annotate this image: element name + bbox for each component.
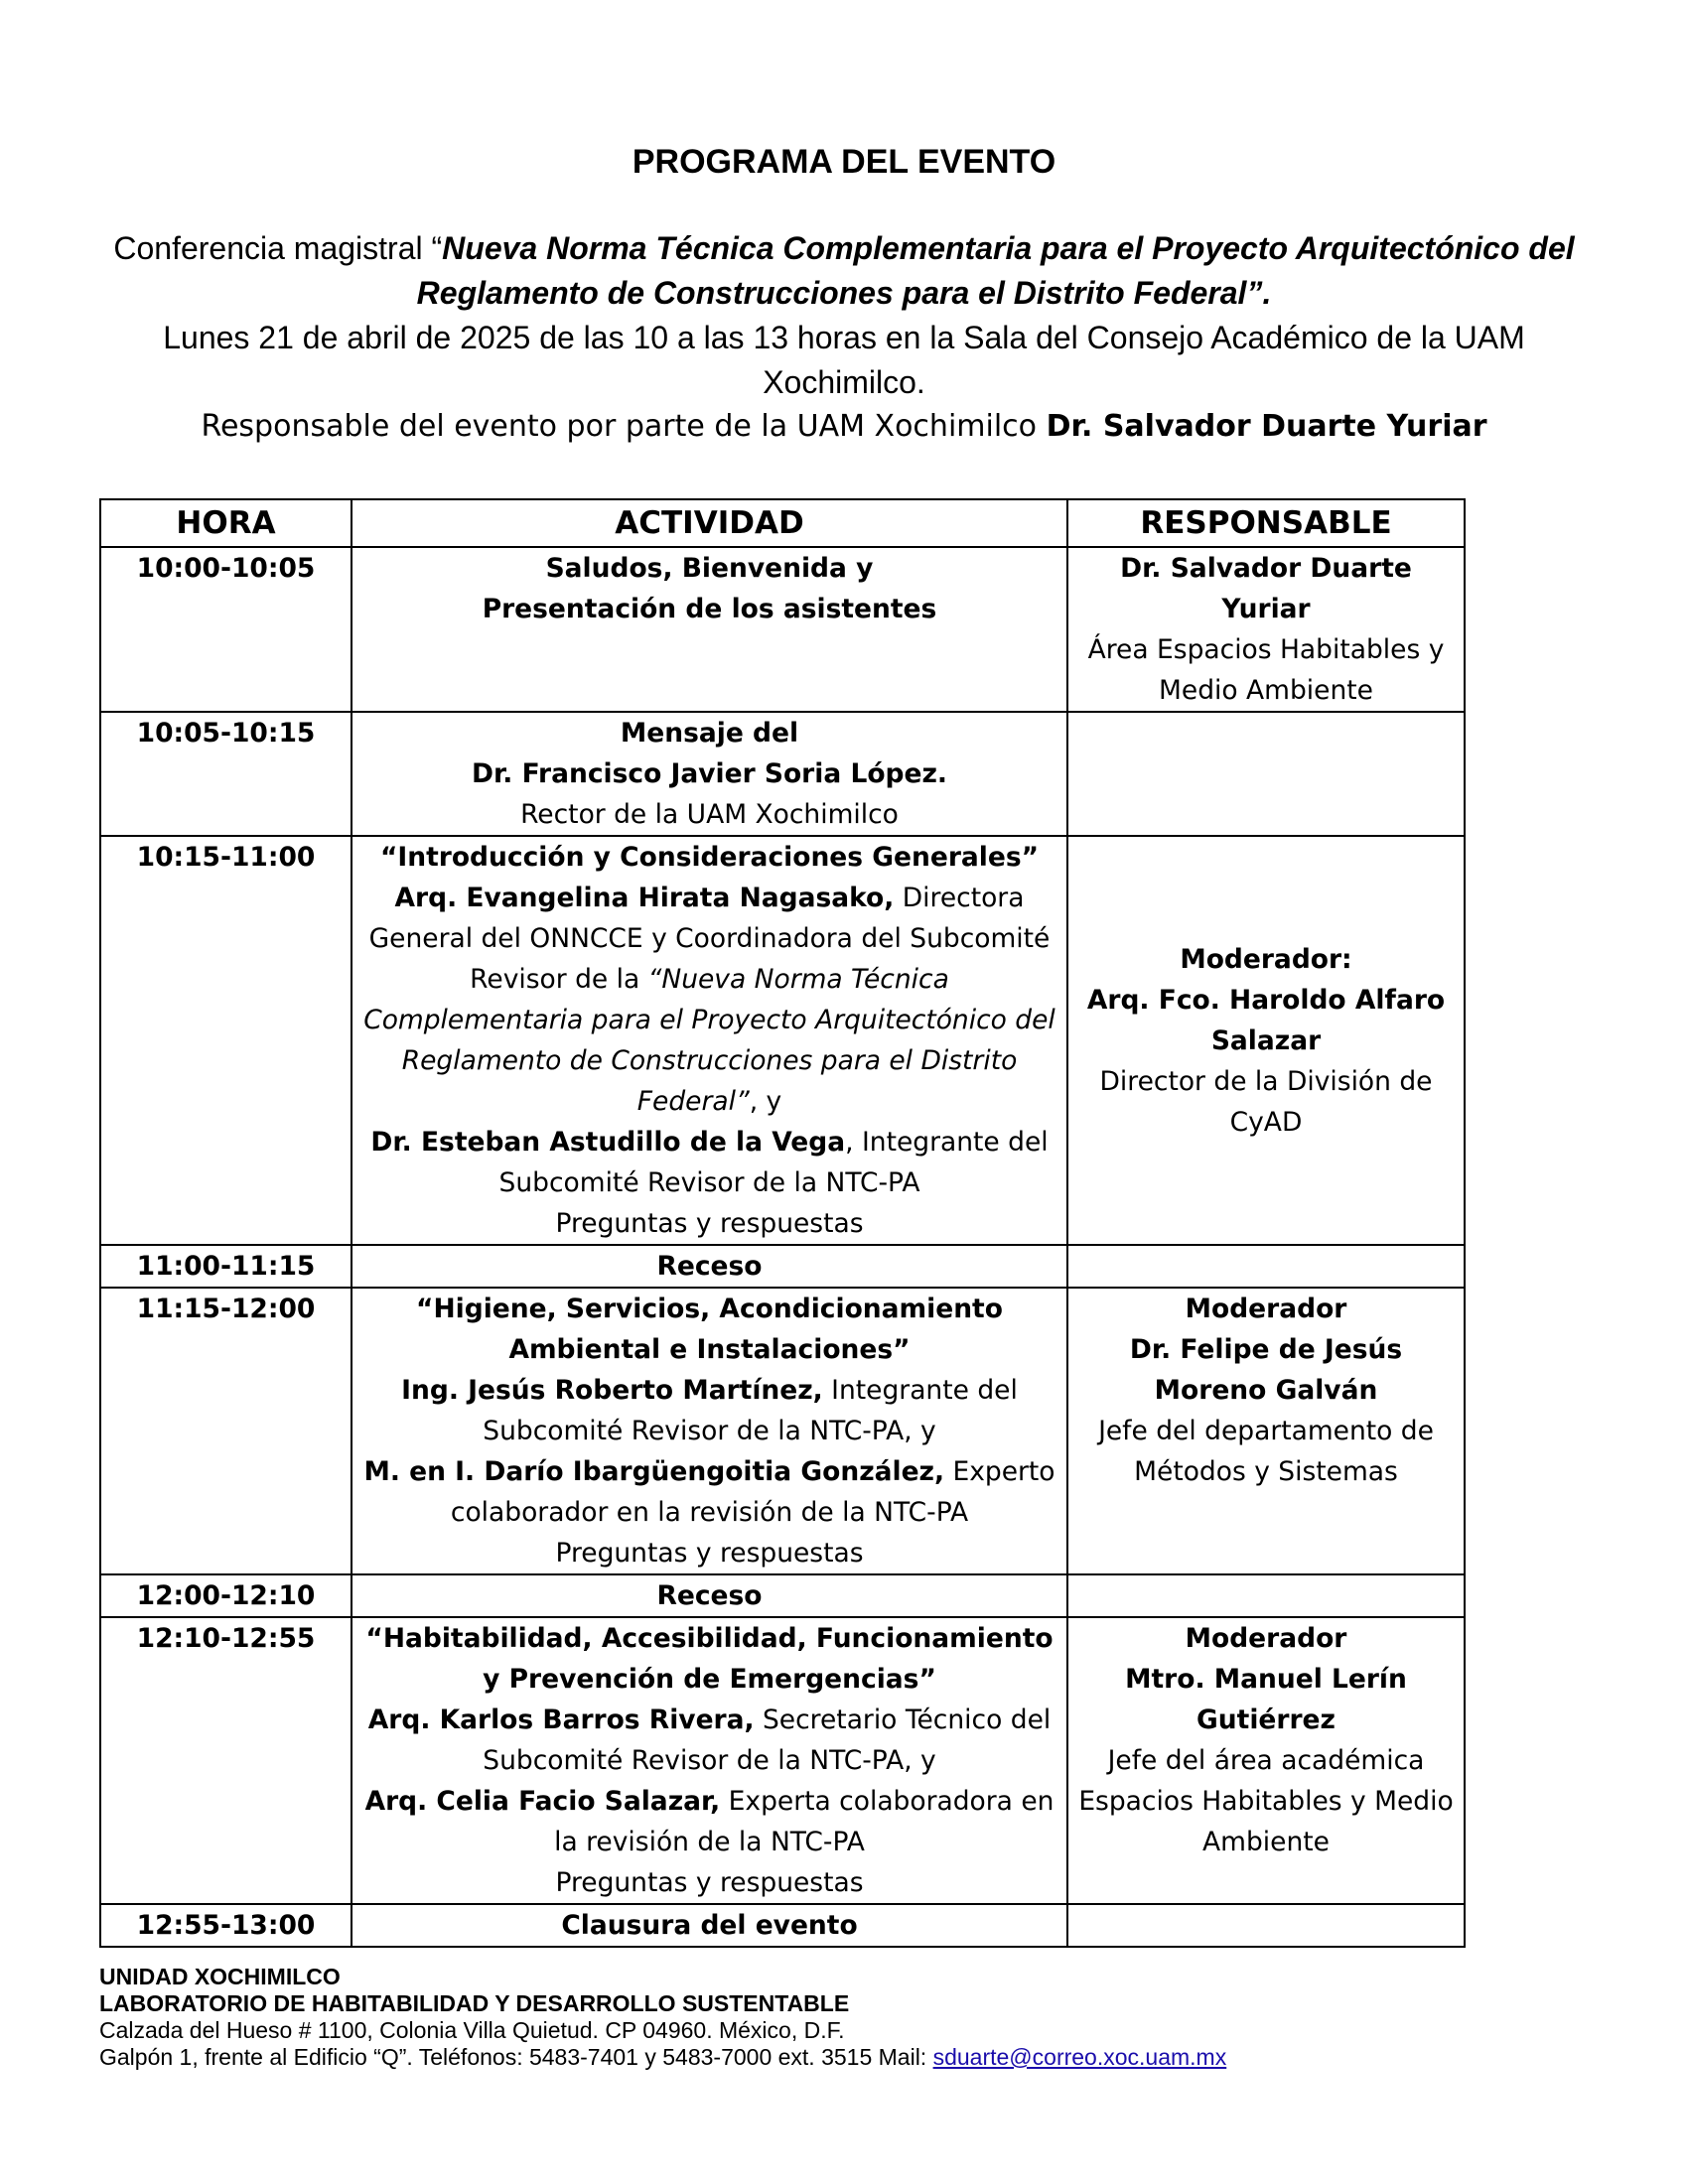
activity-text: [360, 1370, 1058, 1451]
responsible-text: Mtro. Manuel Lerín Gutiérrez: [1125, 1664, 1407, 1735]
activity-text: “Higiene, Servicios, Acondicionamiento Ambiental e Instalaciones”: [416, 1294, 1003, 1365]
footer-lab: LABORATORIO DE HABITABILIDAD Y DESARROLLO SUSTENTABLE: [99, 1990, 850, 2016]
row-responsible: [1067, 1904, 1465, 1947]
row-time: 11:15-12:00: [100, 1288, 352, 1574]
activity-text: [360, 878, 1058, 1122]
table-row: [100, 1245, 1465, 1288]
table-row: [100, 1904, 1465, 1947]
activity-text: [360, 1700, 1058, 1781]
activity-text: Clausura del evento: [561, 1910, 858, 1941]
table-row: [100, 547, 1465, 712]
header-actividad: ACTIVIDAD: [352, 499, 1067, 547]
activity-text: [360, 1781, 1058, 1862]
speaker-role: Directora General del ONNCCE y Coordinadora del Subcomité Revisor de la: [368, 883, 1051, 995]
table-header-row: [100, 499, 1465, 547]
activity-text: Preguntas y respuestas: [555, 1208, 864, 1239]
activity-text: Preguntas y respuestas: [555, 1867, 864, 1898]
table-row: [100, 1617, 1465, 1904]
row-time: 12:10-12:55: [100, 1617, 352, 1904]
responsible-text: Director de la División de CyAD: [1099, 1065, 1433, 1138]
activity-text: Dr. Francisco Javier Soria López.: [472, 758, 947, 789]
row-responsible: [1067, 1617, 1465, 1904]
row-time: 10:15-11:00: [100, 836, 352, 1245]
responsible-text: Moderador:: [1180, 943, 1352, 975]
conference-line: [99, 226, 1589, 316]
responsible-text: Dr. Salvador Duarte Yuriar: [1120, 553, 1412, 624]
speaker-name: Arq. Celia Facio Salazar,: [364, 1786, 721, 1817]
responsible-text: Jefe del área académica Espacios Habitables y Medio Ambiente: [1078, 1745, 1454, 1857]
activity-text: Receso: [656, 1251, 763, 1282]
row-time: 10:05-10:15: [100, 712, 352, 836]
row-activity: [352, 1288, 1067, 1574]
event-date-line: Lunes 21 de abril de 2025 de las 10 a las 13 horas en la Sala del Consejo Académico de la UAM Xochimilco.: [163, 320, 1525, 400]
table-row: [100, 712, 1465, 836]
row-responsible: [1067, 836, 1465, 1245]
speaker-role: , Integrante del Subcomité Revisor de la NTC-PA: [498, 1127, 1049, 1198]
row-activity: [352, 712, 1067, 836]
row-time: 12:55-13:00: [100, 1904, 352, 1947]
responsible-text: Área Espacios Habitables y Medio Ambiente: [1087, 634, 1445, 706]
responsible-text: Dr. Felipe de Jesús Moreno Galván: [1129, 1334, 1403, 1406]
row-responsible: [1067, 1245, 1465, 1288]
activity-text: Preguntas y respuestas: [555, 1538, 864, 1569]
speaker-role: Experta colaboradora en la revisión de la NTC-PA: [554, 1786, 1055, 1857]
responsible-text: Jefe del departamento de Métodos y Sistemas: [1098, 1416, 1434, 1487]
norm-title: “Nueva Norma Técnica Complementaria para el Proyecto Arquitectónico del Reglamento de Construcciones para el Distrito Federal”: [363, 964, 1055, 1117]
speaker-name: Arq. Karlos Barros Rivera,: [367, 1705, 755, 1735]
responsible-text: Moderador: [1185, 1294, 1347, 1324]
footer-contact-text: Galpón 1, frente al Edificio “Q”. Teléfonos: 5483-7401 y 5483-7000 ext. 3515 Mail:: [99, 2044, 933, 2070]
row-responsible: [1067, 712, 1465, 836]
speaker-role: Integrante del Subcomité Revisor de la NTC-PA, y: [483, 1375, 1018, 1446]
activity-text: Saludos, Bienvenida y: [545, 553, 874, 584]
row-activity: [352, 836, 1067, 1245]
activity-text: [360, 1122, 1058, 1203]
table-row: [100, 1288, 1465, 1574]
row-activity: [352, 1574, 1067, 1617]
activity-text: “Habitabilidad, Accesibilidad, Funcionamiento y Prevención de Emergencias”: [365, 1623, 1054, 1695]
footer-contact: [99, 2044, 1589, 2071]
row-activity: [352, 547, 1067, 712]
activity-text: Receso: [656, 1580, 763, 1611]
activity-text: “Introducción y Consideraciones Generales”: [379, 842, 1040, 873]
speaker-name: Ing. Jesús Roberto Martínez,: [401, 1375, 823, 1406]
activity-text: Rector de la UAM Xochimilco: [520, 799, 899, 830]
row-time: 11:00-11:15: [100, 1245, 352, 1288]
activity-text: Presentación de los asistentes: [482, 594, 937, 624]
speaker-role: , y: [749, 1086, 782, 1117]
speaker-name: Dr. Esteban Astudillo de la Vega: [370, 1127, 846, 1158]
row-activity: [352, 1617, 1067, 1904]
speaker-name: M. en I. Darío Ibargüengoitia González,: [363, 1456, 945, 1487]
conference-title: Nueva Norma Técnica Complementaria para el Proyecto Arquitectónico del Reglamento de Construcciones para el Distrito Federal”.: [416, 230, 1575, 311]
row-activity: [352, 1245, 1067, 1288]
footer: [99, 1964, 1589, 2071]
page-title: PROGRAMA DEL EVENTO: [632, 143, 1056, 181]
header-responsable: RESPONSABLE: [1067, 499, 1465, 547]
conference-prefix: Conferencia magistral “: [113, 230, 443, 266]
header-hora: HORA: [100, 499, 352, 547]
event-intro: [99, 226, 1589, 405]
responsible-text: Arq. Fco. Haroldo Alfaro Salazar: [1086, 984, 1446, 1056]
footer-address: Calzada del Hueso # 1100, Colonia Villa Quietud. CP 04960. México, D.F.: [99, 2017, 845, 2043]
row-responsible: [1067, 1288, 1465, 1574]
responsible-name: Dr. Salvador Duarte Yuriar: [1046, 409, 1487, 444]
table-row: [100, 1574, 1465, 1617]
responsible-text: Moderador: [1185, 1623, 1347, 1654]
footer-unit: UNIDAD XOCHIMILCO: [99, 1964, 341, 1989]
speaker-role: Secretario Técnico del Subcomité Revisor de la NTC-PA, y: [483, 1705, 1052, 1776]
activity-text: [360, 1451, 1058, 1533]
row-time: 12:00-12:10: [100, 1574, 352, 1617]
program-table: [99, 498, 1466, 1948]
speaker-name: Arq. Evangelina Hirata Nagasako,: [394, 883, 895, 913]
activity-text: Mensaje del: [620, 718, 799, 749]
row-time: 10:00-10:05: [100, 547, 352, 712]
row-responsible: [1067, 1574, 1465, 1617]
event-responsible-line: [0, 409, 1688, 444]
speaker-role: Experto colaborador en la revisión de la NTC-PA: [450, 1456, 1055, 1528]
email-link[interactable]: sduarte@correo.xoc.uam.mx: [932, 2044, 1227, 2070]
table-row: [100, 836, 1465, 1245]
row-responsible: [1067, 547, 1465, 712]
responsible-prefix: Responsable del evento por parte de la UAM Xochimilco: [201, 409, 1047, 444]
row-activity: [352, 1904, 1067, 1947]
